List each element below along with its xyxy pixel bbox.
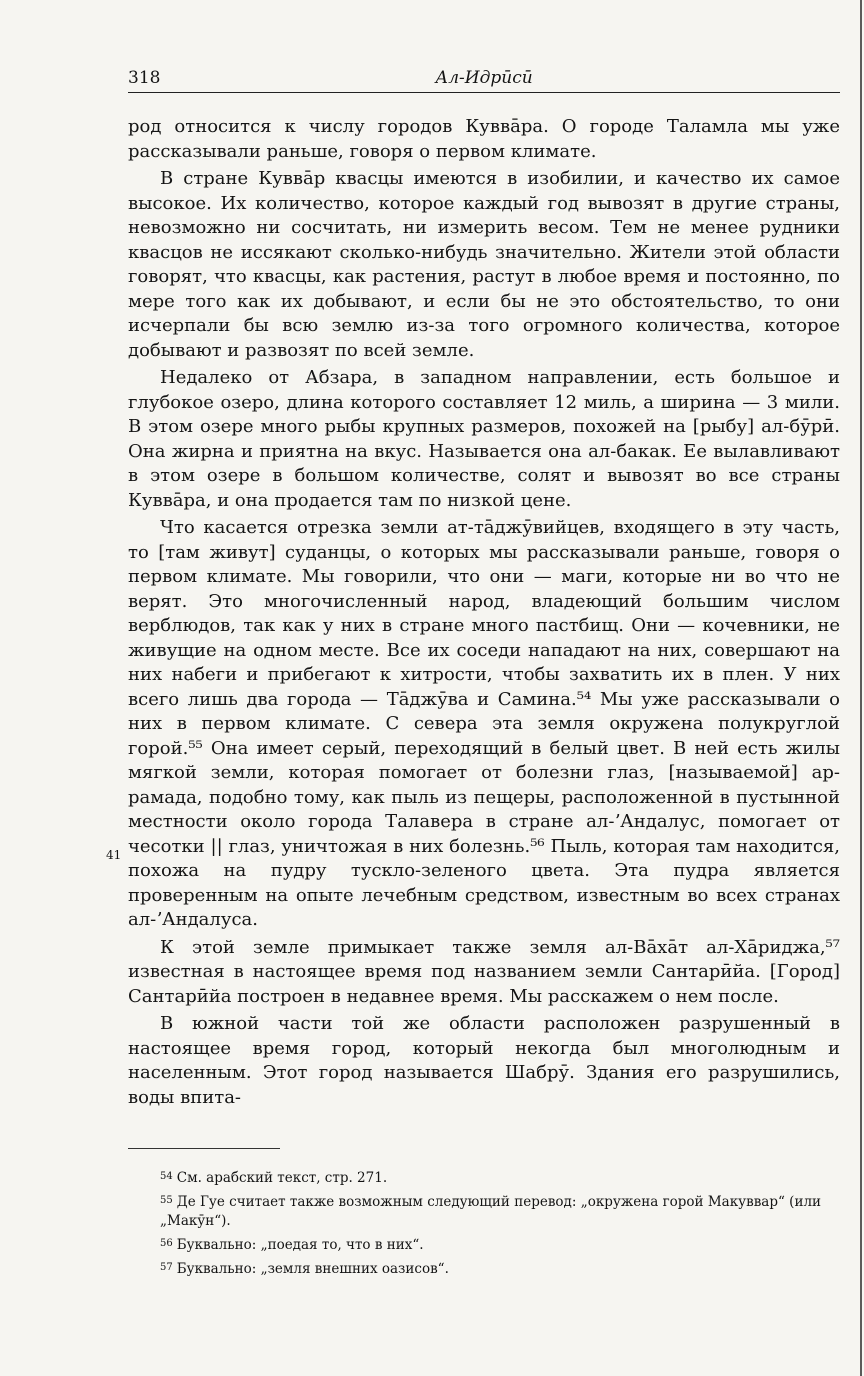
footnote-number: 57 [160, 1262, 173, 1273]
footnote-number: 55 [160, 1195, 173, 1206]
footnote [160, 1167, 840, 1188]
footnote-divider [128, 1148, 280, 1149]
page-header [128, 60, 840, 93]
footnote [160, 1234, 840, 1255]
page-edge-line [860, 0, 862, 1376]
main-text [128, 115, 840, 1110]
footnote-text: Буквально: „поедая то, что в них“. [176, 1237, 424, 1253]
footnote-text: См. арабский текст, стр. 271. [176, 1170, 388, 1186]
page-number: 318 [128, 68, 161, 88]
footnote-text: Буквально: „земля внешних оазисов“. [176, 1261, 449, 1277]
footnote [160, 1258, 840, 1279]
footnote-number: 54 [160, 1171, 173, 1182]
footnotes [128, 1167, 840, 1279]
footnote-text: Де Гуе считает также возможным следующий перевод: „окружена горой Макуввар“ (или „Макӯн“). [160, 1194, 822, 1229]
paragraph-5: К этой земле примыкает также земля ал-Вāхāт ал-Хāриджа,⁵⁷ известная в настоящее время под названием земли Сантарӣйа. [Город] Сантарӣйа построен в недавнее время. Мы расскажем о нем после. [128, 936, 840, 1007]
running-title: Ал-Идрӣсӣ [435, 68, 533, 88]
paragraph-4: Что касается отрезка земли ат-тāджӯвийцев, входящего в эту часть, то [там живут] суданцы, о которых мы рассказывали раньше, говоря о первом климате. Мы говорили, что они — маги, которые ни во что не верят. Это многочисленный народ, владеющий большим числом верблюдов, так как у них в стране много пастбищ. Они — кочевники, не живущие на одном месте. Все их соседи нападают на них, совершают на них набеги и прибегают к хитрости, чтобы захватить их в плен. У них всего лишь два города — Тāджӯва и Самина.⁵⁴ Мы уже рассказывали о них в первом климате. С севера эта земля окружена полукруглой горой.⁵⁵ Она имеет серый, переходящий в белый цвет. В ней есть жилы мягкой земли, которая помогает от болезни глаз, [называемой] ар-рамада, подобно тому, как пыль из пещеры, расположенной в пустынной местности около города Талавера в стране ал-ʼАндалус, помогает от чесотки || глаз, уничтожая в них болезнь.⁵⁶ Пыль, которая там находится, похожа на пудру тускло-зеленого цвета. Эта пудра является проверенным на опыте лечебным средством, известным во всех странах ал-ʼАндалуса. [128, 517, 840, 930]
book-page [106, 60, 840, 1282]
footnote [160, 1191, 840, 1231]
margin-folio-number: 41 [106, 848, 122, 862]
footnote-number: 56 [160, 1238, 173, 1249]
paragraph-6: В южной части той же области расположен разрушенный в настоящее время город, который некогда был многолюдным и населенным. Этот город называется Шабрӯ. Здания его разрушились, воды впита- [128, 1013, 840, 1108]
paragraph-1: род относится к числу городов Куввāра. О городе Таламла мы уже рассказывали раньше, говоря о первом климате. [128, 116, 840, 162]
paragraph-2: В стране Куввāр квасцы имеются в изобилии, и качество их самое высокое. Их количество, которое каждый год вывозят в другие страны, невозможно ни сосчитать, ни измерить весом. Тем не менее рудники квасцов не иссякают сколько-нибудь значительно. Жители этой области говорят, что квасцы, как растения, растут в любое время и постоянно, по мере того как их добывают, и если бы не это обстоятельство, то они исчерпали бы всю землю из-за того огромного количества, которое добывают и развозят по всей земле. [128, 168, 840, 361]
paragraph-3: Недалеко от Абзара, в западном направлении, есть большое и глубокое озеро, длина которого составляет 12 миль, а ширина — 3 мили. В этом озере много рыбы крупных размеров, похожей на [рыбу] ал-бӯрӣ. Она жирна и приятна на вкус. Называется она ал-бакак. Ее вылавливают в этом озере в большом количестве, солят и вывозят во все страны Куввāра, и она продается там по низкой цене. [128, 367, 840, 511]
